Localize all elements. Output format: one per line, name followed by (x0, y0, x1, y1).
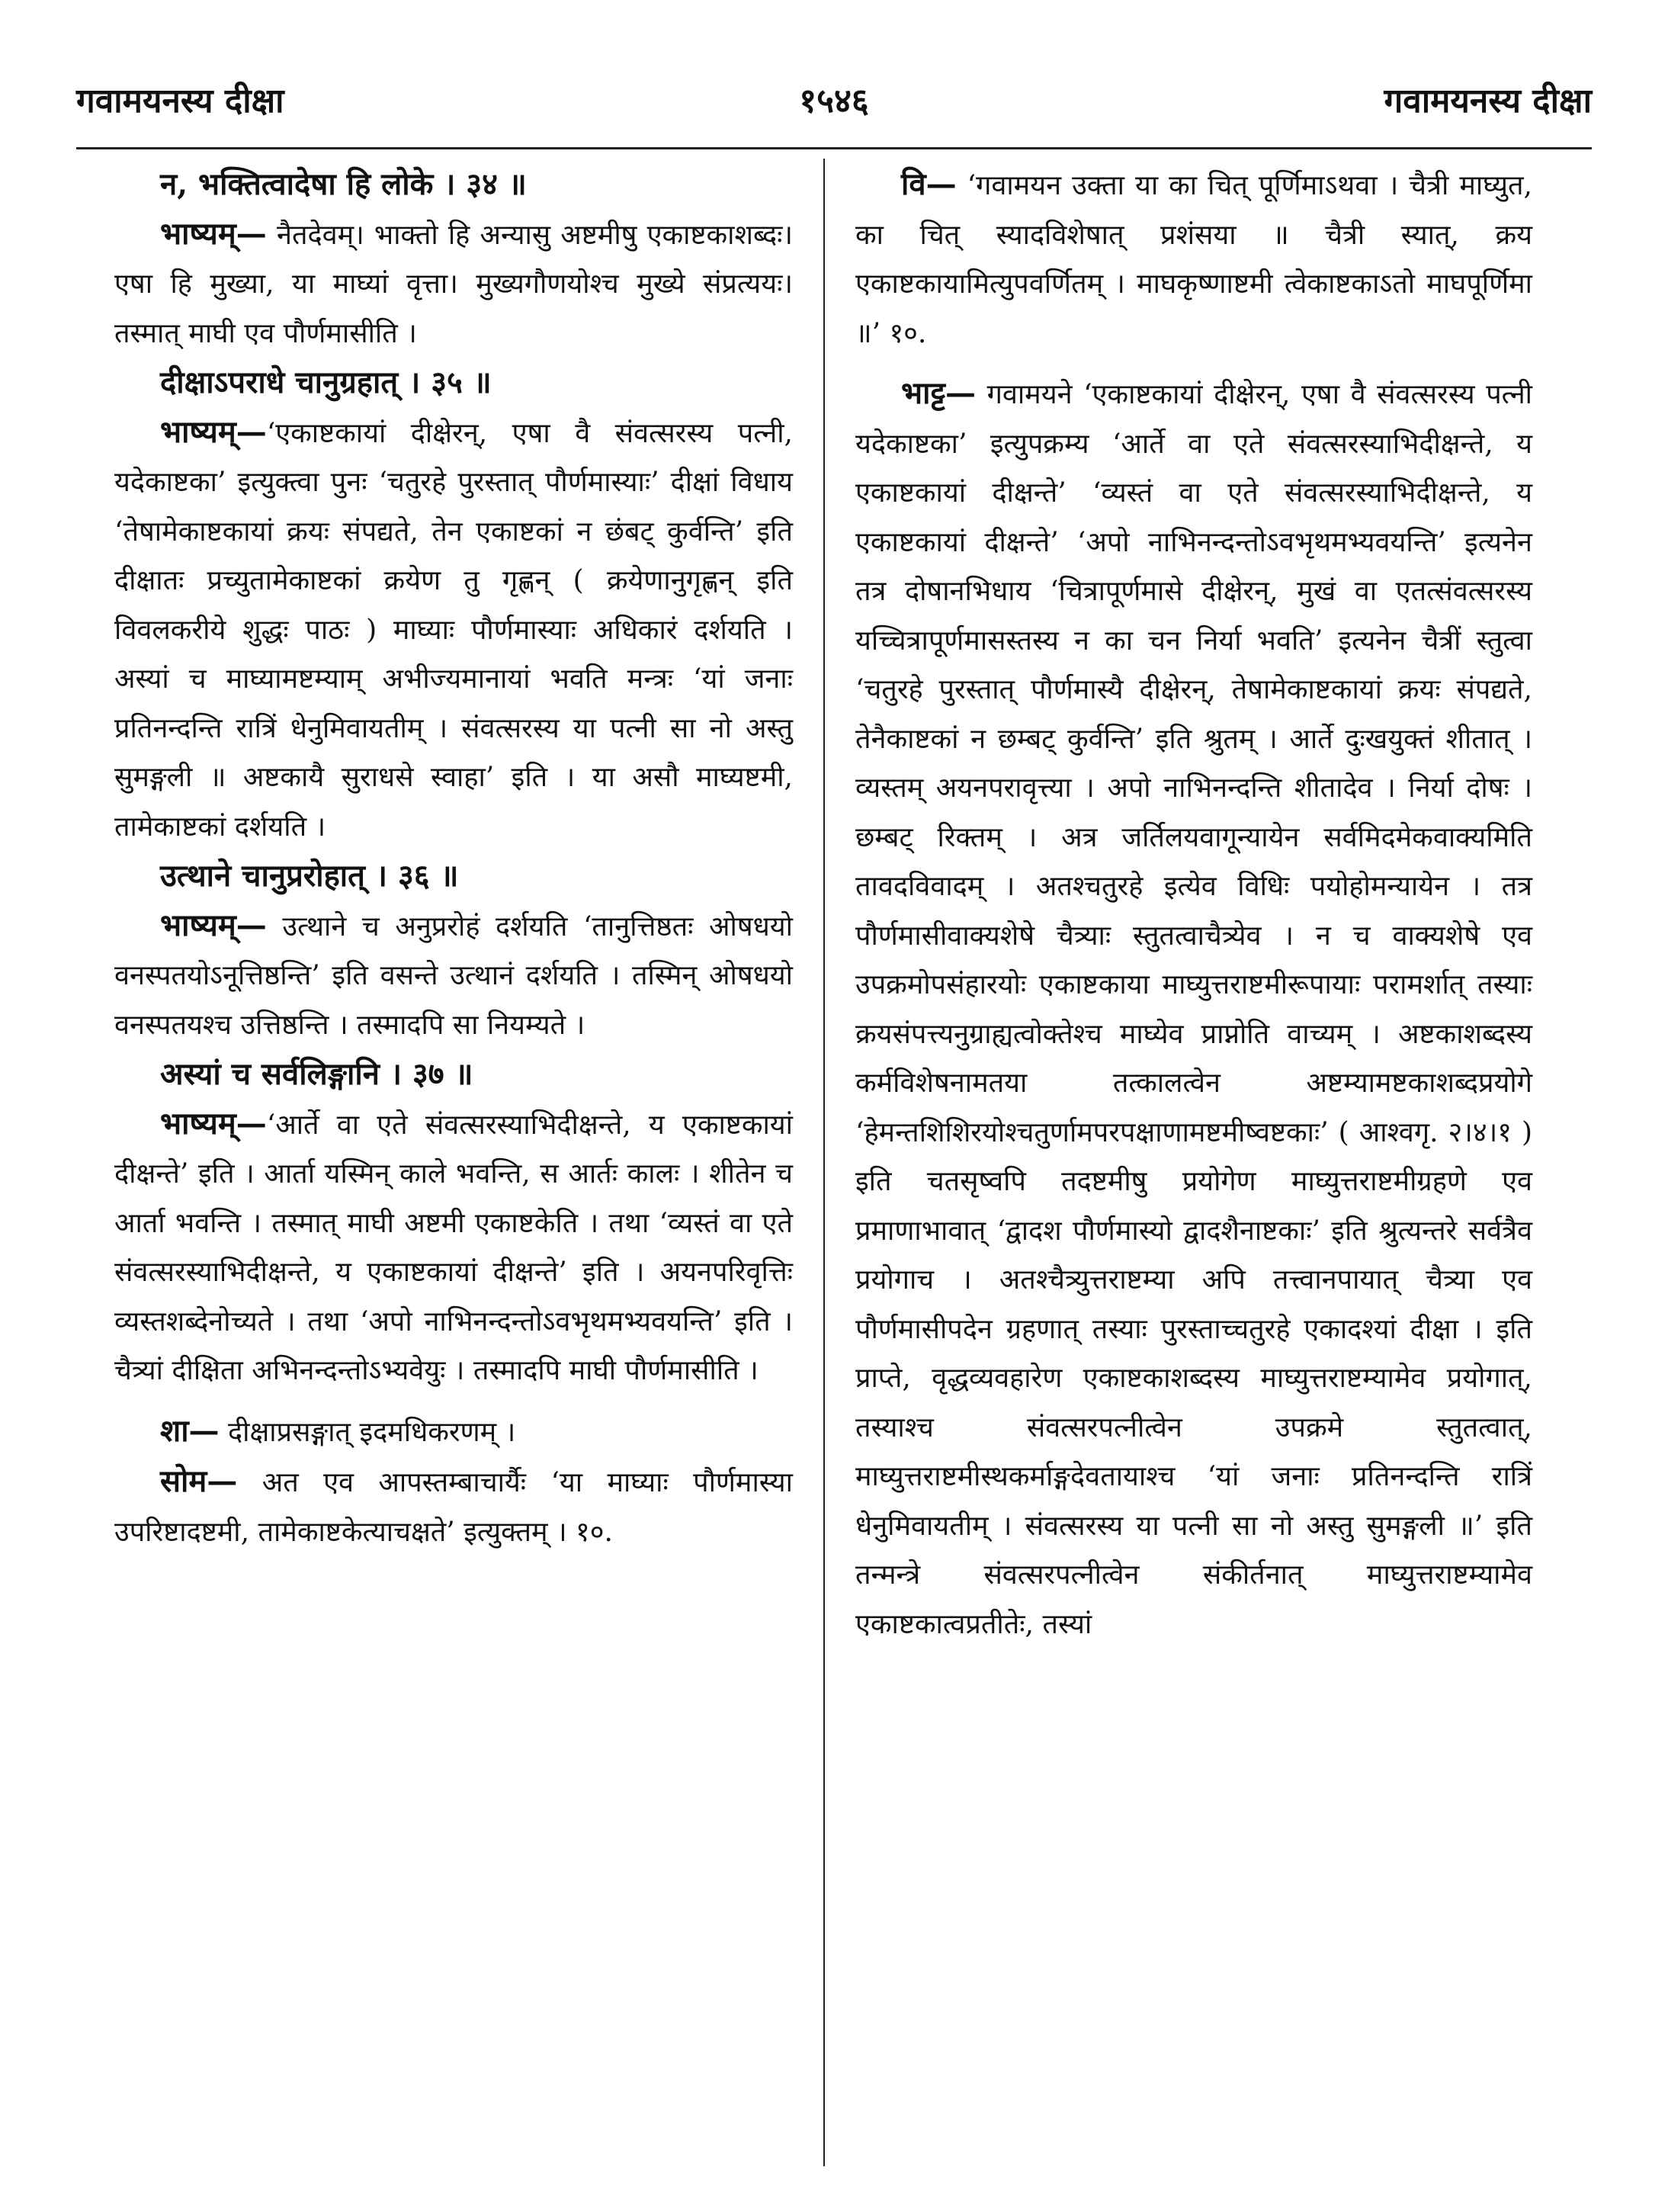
sutra-36: उत्थाने चानुप्ररोहात् । ३६ ॥ (160, 858, 459, 894)
vi-label: वि— (901, 166, 957, 202)
bhashya-text: ‘एकाष्टकायां दीक्षेरन्, एषा वै संवत्सरस्य पत्नी, यदेकाष्टका’ इत्युक्त्वा पुनः ‘चतुरहे पुरस्तात् पौर्णमास्याः’ दीक्षां विधाय ‘तेषामेकाष्टकायां क्रयः संपद्यते, तेन एकाष्टकां न छंबट् कुर्वन्ति’ इति दीक्षातः प्रच्युतामेकाष्टकां क्रयेण तु गृह्णन् ( क्रयेणानुगृह्णन् इति विवलकरीये शुद्धः पाठः ) माघ्याः पौर्णमास्याः अधिकारं दर्शयति । अस्यां च माघ्यामष्टम्याम् अभीज्यमानायां भवति मन्त्रः ‘यां जनाः प्रतिनन्दन्ति रात्रिं धेनुमिवायतीम् । संवत्सरस्य या पत्नी सा नो अस्तु सुमङ्गली ॥ अष्टकायै सुराधसे स्वाहा’ इति । या असौ माघ्यष्टमी, तामेकाष्टकां दर्शयति । (114, 417, 793, 843)
vi-commentary (855, 160, 1532, 358)
bhatta-label: भाट्ट— (901, 375, 977, 411)
right-column (855, 160, 1532, 1649)
shastra-text: दीक्षाप्रसङ्गात् इदमधिकरणम् । (228, 1416, 516, 1448)
bhashya-36 (114, 901, 793, 1051)
sutra-34: न, भक्तित्वादेषा हि लोके । ३४ ॥ (160, 166, 527, 202)
soma-commentary (114, 1457, 793, 1557)
soma-label: सोम— (160, 1463, 238, 1499)
bhashya-label: भाष्यम्— (160, 413, 267, 450)
bhashya-text: नैतदेवम्। भाक्तो हि अन्यासु अष्टमीषु एकाष्टकाशब्दः। एषा हि मुख्या, या माघ्यां वृत्ता। मुख्यगौणयोश्च मुख्ये संप्रत्ययः। तस्मात् माघी एव पौर्णमासीति । (114, 219, 793, 349)
shastra-label: शा— (160, 1412, 220, 1449)
bhashya-text: उत्थाने च अनुप्ररोहं दर्शयति ‘तानुत्तिष्ठतः ओषधयो वनस्पतयोऽनूत्तिष्ठन्ति’ इति वसन्ते उत्थानं दर्शयति । तस्मिन् ओषधयो वनस्पतयश्च उत्तिष्ठन्ति । तस्मादपि सा नियम्यते । (114, 910, 793, 1041)
bhashya-37 (114, 1100, 793, 1396)
vi-text: ‘गवामयन उक्ता या का चित् पूर्णिमाऽथवा । चैत्री माघ्युत, का चित् स्यादविशेषात् प्रशंसया ॥ चैत्री स्यात्, क्रय एकाष्टकायामित्युपवर्णितम् । माघकृष्णाष्टमी त्वेकाष्टकाऽतो माघपूर्णिमा ॥’ १०. (855, 170, 1533, 349)
bhatta-text: गवामयने ‘एकाष्टकायां दीक्षेरन्, एषा वै संवत्सरस्य पत्नी यदेकाष्टका’ इत्युपक्रम्य ‘आर्ते वा एते संवत्सरस्याभिदीक्षन्ते, य एकाष्टकायां दीक्षन्ते’ ‘व्यस्तं वा एते संवत्सरस्याभिदीक्षन्ते, य एकाष्टकायां दीक्षन्ते’ ‘अपो नाभिनन्दन्तोऽवभृथमभ्यवयन्ति’ इत्यनेन तत्र दोषानभिधाय ‘चित्रापूर्णमासे दीक्षेरन्, मुखं वा एतत्संवत्सरस्य यच्चित्रापूर्णमासस्तस्य न का चन निर्या भवति’ इत्यनेन चैत्रीं स्तुत्वा ‘चतुरहे पुरस्तात् पौर्णमास्यै दीक्षेरन्, तेषामेकाष्टकायां क्रयः संपद्यते, तेनैकाष्टकां न छम्बट् कुर्वन्ति’ इति श्रुतम् । आर्ते दुःखयुक्तं शीतात् । व्यस्तम् अयनपरावृत्त्या । अपो नाभिनन्दन्ति शीतादेव । निर्या दोषः । छम्बट् रिक्तम् । अत्र जर्तिलयवागून्यायेन सर्वमिदमेकवाक्यमिति तावदविवादम् । अतश्चतुरहे इत्येव विधिः पयोहोमन्यायेन । तत्र पौर्णमासीवाक्यशेषे चैत्र्याः स्तुतत्वाचैत्र्येव । न च वाक्यशेषे एव उपक्रमोपसंहारयोः एकाष्टकाया माघ्युत्तराष्टमीरूपायाः परामर्शात् तस्याः क्रयसंपत्त्यनुग्राह्यत्वोक्तेश्च माघ्येव प्राप्नोति वाच्यम् । अष्टकाशब्दस्य कर्मविशेषनामतया तत्कालत्वेन अष्टम्यामष्टकाशब्दप्रयोगे ‘हेमन्तशिशिरयोश्चतुर्णामपरपक्षाणामष्टमीष्वष्टकाः’ ( आश्वगृ. २।४।१ ) इति चतसृष्वपि तदष्टमीषु प्रयोगेण माघ्युत्तराष्टमीग्रहणे एव प्रमाणाभावात् ‘द्वादश पौर्णमास्यो द्वादशैनाष्टकाः’ इति श्रुत्यन्तरे सर्वत्रैव प्रयोगाच । अतश्चैत्र्युत्तराष्टम्या अपि तत्त्वानपायात् चैत्र्या एव पौर्णमासीपदेन ग्रहणात् तस्याः पुरस्ताच्चतुरहे एकादश्यां दीक्षा । इति प्राप्ते, वृद्धव्यवहारेण एकाष्टकाशब्दस्य माघ्युत्तराष्टम्यामेव प्रयोगात्, तस्याश्च संवत्सरपत्नीत्वेन उपक्रमे स्तुतत्वात्, माघ्युत्तराष्टमीस्थकर्माङ्गदेवतायाश्च ‘यां जनाः प्रतिनन्दन्ति रात्रिं धेनुमिवायतीम् । संवत्सरस्य या पत्नी सा नो अस्तु सुमङ्गली ॥’ इति तन्मन्त्रे संवत्सरपत्नीत्वेन संकीर्तनात् माघ्युत्तराष्टम्यामेव एकाष्टकात्वप्रतीतेः, तस्यां (855, 379, 1532, 1640)
running-title-left: गवामयनस्य दीक्षा (76, 82, 284, 120)
column-divider (823, 159, 825, 2166)
bhashya-34 (114, 210, 793, 359)
bhatta-commentary (855, 369, 1532, 1649)
bhashya-35 (114, 408, 793, 852)
page-number: १५४६ (799, 82, 869, 120)
header-rule (76, 147, 1592, 149)
left-column (114, 160, 793, 1557)
sutra-37: अस्यां च सर्वलिङ्गानि । ३७ ॥ (160, 1056, 473, 1092)
soma-text: अत एव आपस्तम्बाचार्यैः ‘या माघ्याः पौर्णमास्या उपरिष्टादष्टमी, तामेकाष्टकेत्याचक्षते’ इत्युक्तम् । १०. (114, 1467, 793, 1548)
page-header (76, 72, 1592, 126)
bhashya-label: भाष्यम्— (160, 907, 267, 943)
sutra-35: दीक्षाऽपराधे चानुग्रहात् । ३५ ॥ (160, 364, 492, 400)
running-title-right: गवामयनस्य दीक्षा (1384, 82, 1592, 120)
bhashya-label: भाष्यम्— (160, 1105, 267, 1141)
bhashya-label: भाष्यम्— (160, 215, 267, 252)
shastra-commentary (114, 1407, 793, 1458)
bhashya-text: ‘आर्ते वा एते संवत्सरस्याभिदीक्षन्ते, य एकाष्टकायां दीक्षन्ते’ इति । आर्ता यस्मिन् काले भवन्ति, स आर्तः कालः । शीतेन च आर्ता भवन्ति । तस्मात् माघी अष्टमी एकाष्टकेति । तथा ‘व्यस्तं वा एते संवत्सरस्याभिदीक्षन्ते, य एकाष्टकायां दीक्षन्ते’ इति । अयनपरिवृत्तिः व्यस्तशब्देनोच्यते । तथा ‘अपो नाभिनन्दन्तोऽवभृथमभ्यवयन्ति’ इति । चैत्र्यां दीक्षिता अभिनन्दन्तोऽभ्यवेयुः । तस्मादपि माघी पौर्णमासीति । (114, 1109, 793, 1386)
